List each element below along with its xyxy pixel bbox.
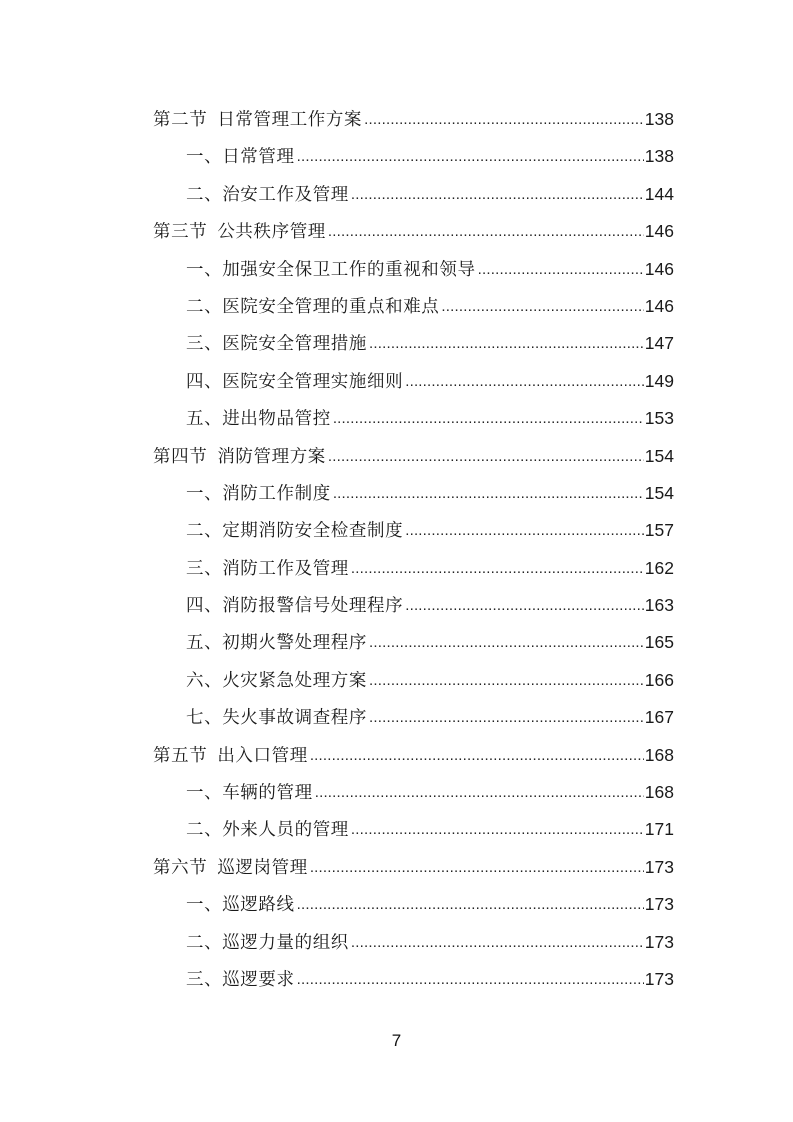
toc-entry-text: 日常管理	[222, 147, 295, 168]
toc-entry-text: 医院安全管理实施细则	[222, 371, 404, 392]
toc-entry-subsection[interactable]	[153, 141, 674, 178]
toc-entry-section[interactable]	[153, 852, 674, 889]
toc-entry-text: 火灾紧急处理方案	[222, 670, 368, 691]
dot-leader	[369, 703, 644, 733]
toc-entry-text: 巡逻要求	[222, 969, 295, 990]
toc-entry-text: 公共秩序管理	[217, 222, 326, 243]
dot-leader	[369, 666, 644, 696]
toc-entry-page: 168	[644, 782, 674, 803]
dot-leader	[333, 404, 644, 434]
toc-entry-prefix: 二、	[186, 296, 223, 317]
toc-entry-prefix: 六、	[186, 670, 223, 691]
toc-entry-text: 外来人员的管理	[222, 820, 349, 841]
toc-entry-title	[186, 628, 367, 658]
toc-entry-subsection[interactable]	[153, 964, 674, 1001]
dot-leader	[364, 105, 644, 135]
dot-leader	[328, 442, 644, 472]
toc-entry-subsection[interactable]	[153, 179, 674, 216]
toc-entry-prefix: 一、	[186, 895, 223, 916]
toc-entry-prefix: 四、	[186, 371, 223, 392]
toc-entry-prefix: 第三节	[153, 222, 208, 243]
toc-entry-text: 日常管理工作方案	[217, 110, 363, 130]
toc-entry-title	[186, 404, 331, 434]
toc-entry-title	[153, 217, 326, 247]
toc-entry-text: 车辆的管理	[222, 783, 313, 804]
toc-entry-subsection[interactable]	[153, 291, 674, 328]
dot-leader	[310, 853, 644, 883]
toc-entry-prefix: 五、	[186, 409, 223, 430]
toc-entry-title	[186, 778, 313, 808]
toc-entry-section[interactable]	[153, 104, 674, 141]
toc-entry-page: 163	[644, 595, 674, 616]
dot-leader	[351, 180, 644, 210]
toc-entry-title	[186, 890, 295, 920]
dot-leader	[478, 255, 644, 285]
toc-entry-prefix: 一、	[186, 147, 223, 168]
dot-leader	[297, 965, 644, 995]
toc-entry-page: 171	[644, 819, 674, 840]
toc-entry-title	[186, 255, 476, 285]
toc-entry-text: 消防管理方案	[217, 446, 326, 467]
toc-entry-page: 153	[644, 408, 674, 429]
toc-entry-subsection[interactable]	[153, 702, 674, 739]
toc-entry-prefix: 二、	[186, 521, 223, 542]
toc-entry-prefix: 第四节	[153, 446, 208, 467]
dot-leader	[441, 292, 643, 322]
toc-entry-title	[186, 965, 295, 995]
toc-entry-text: 巡逻岗管理	[217, 857, 308, 878]
dot-leader	[310, 741, 644, 771]
toc-entry-title	[186, 703, 367, 733]
toc-entry-page: 149	[644, 370, 674, 391]
dot-leader	[328, 217, 644, 247]
toc-entry-title	[186, 554, 349, 584]
toc-entry-subsection[interactable]	[153, 254, 674, 291]
toc-entry-title	[186, 479, 331, 509]
toc-entry-page: 173	[644, 894, 674, 915]
toc-entry-text: 初期火警处理程序	[222, 633, 368, 654]
toc-entry-text: 治安工作及管理	[222, 184, 349, 205]
toc-entry-prefix: 二、	[186, 184, 223, 205]
toc-entry-page: 146	[644, 221, 674, 242]
toc-entry-subsection[interactable]	[153, 889, 674, 926]
table-of-contents	[153, 104, 674, 1001]
toc-entry-title	[186, 815, 349, 845]
dot-leader	[333, 479, 644, 509]
toc-entry-title	[153, 853, 308, 883]
toc-entry-subsection[interactable]	[153, 515, 674, 552]
toc-entry-title	[186, 516, 403, 546]
dot-leader	[351, 815, 644, 845]
toc-entry-page: 165	[644, 632, 674, 653]
toc-entry-text: 失火事故调查程序	[222, 708, 368, 729]
toc-entry-page: 144	[644, 183, 674, 204]
toc-entry-subsection[interactable]	[153, 403, 674, 440]
toc-entry-prefix: 一、	[186, 483, 223, 504]
toc-entry-page: 167	[644, 707, 674, 728]
dot-leader	[297, 890, 644, 920]
toc-entry-page: 147	[644, 333, 674, 354]
toc-entry-page: 146	[644, 258, 674, 279]
toc-entry-page: 162	[644, 557, 674, 578]
toc-entry-subsection[interactable]	[153, 777, 674, 814]
toc-entry-prefix: 三、	[186, 969, 223, 990]
toc-entry-prefix: 四、	[186, 596, 223, 617]
toc-entry-prefix: 七、	[186, 708, 223, 729]
toc-entry-prefix: 第二节	[153, 110, 208, 130]
toc-entry-prefix: 二、	[186, 820, 223, 841]
toc-entry-subsection[interactable]	[153, 627, 674, 664]
dot-leader	[369, 628, 644, 658]
dot-leader	[405, 591, 644, 621]
toc-entry-title	[153, 442, 326, 472]
toc-entry-page: 146	[644, 295, 674, 316]
toc-entry-text: 巡逻力量的组织	[222, 932, 349, 953]
dot-leader	[405, 516, 644, 546]
toc-entry-text: 定期消防安全检查制度	[222, 521, 404, 542]
toc-entry-section[interactable]	[153, 216, 674, 253]
toc-entry-page: 173	[644, 968, 674, 989]
toc-entry-text: 医院安全管理措施	[222, 334, 368, 355]
toc-entry-section[interactable]	[153, 740, 674, 777]
toc-entry-subsection[interactable]	[153, 478, 674, 515]
toc-entry-title	[186, 142, 295, 172]
toc-entry-text: 加强安全保卫工作的重视和领导	[222, 259, 476, 280]
toc-entry-text: 消防工作及管理	[222, 558, 349, 579]
toc-entry-subsection[interactable]	[153, 328, 674, 365]
toc-entry-page: 166	[644, 669, 674, 690]
toc-entry-text: 消防工作制度	[222, 483, 331, 504]
toc-entry-text: 消防报警信号处理程序	[222, 596, 404, 617]
toc-entry-text: 医院安全管理的重点和难点	[222, 296, 440, 317]
toc-entry-section[interactable]	[153, 441, 674, 478]
toc-entry-title	[186, 666, 367, 696]
toc-entry-text: 巡逻路线	[222, 895, 295, 916]
toc-entry-title	[186, 367, 403, 397]
toc-entry-page: 154	[644, 482, 674, 503]
dot-leader	[369, 329, 644, 359]
dot-leader	[297, 142, 644, 172]
toc-entry-subsection[interactable]	[153, 553, 674, 590]
page-number: 7	[391, 1031, 402, 1050]
toc-entry-prefix: 一、	[186, 259, 223, 280]
toc-entry-prefix: 二、	[186, 932, 223, 953]
toc-entry-page: 138	[644, 109, 674, 129]
toc-entry-page: 138	[644, 146, 674, 167]
toc-entry-page: 154	[644, 445, 674, 466]
toc-entry-prefix: 三、	[186, 334, 223, 355]
dot-leader	[351, 554, 644, 584]
toc-entry-subsection[interactable]	[153, 927, 674, 964]
toc-entry-title	[186, 180, 349, 210]
toc-entry-title	[186, 329, 367, 359]
toc-entry-subsection[interactable]	[153, 590, 674, 627]
toc-entry-text: 出入口管理	[217, 745, 308, 766]
toc-entry-page: 173	[644, 856, 674, 877]
toc-entry-prefix: 第六节	[153, 857, 208, 878]
toc-entry-title	[153, 741, 308, 771]
toc-entry-prefix: 三、	[186, 558, 223, 579]
dot-leader	[315, 778, 644, 808]
toc-entry-page: 168	[644, 744, 674, 765]
toc-entry-subsection[interactable]	[153, 814, 674, 851]
toc-entry-prefix: 五、	[186, 633, 223, 654]
toc-entry-title	[186, 928, 349, 958]
dot-leader	[351, 928, 644, 958]
toc-entry-subsection[interactable]	[153, 665, 674, 702]
toc-entry-text: 进出物品管控	[222, 409, 331, 430]
toc-entry-prefix: 一、	[186, 783, 223, 804]
toc-entry-title	[153, 105, 362, 135]
toc-entry-page: 173	[644, 931, 674, 952]
toc-entry-page: 157	[644, 520, 674, 541]
toc-entry-title	[186, 591, 403, 621]
toc-entry-prefix: 第五节	[153, 745, 208, 766]
toc-entry-title	[186, 292, 439, 322]
dot-leader	[405, 367, 644, 397]
toc-entry-subsection[interactable]	[153, 366, 674, 403]
